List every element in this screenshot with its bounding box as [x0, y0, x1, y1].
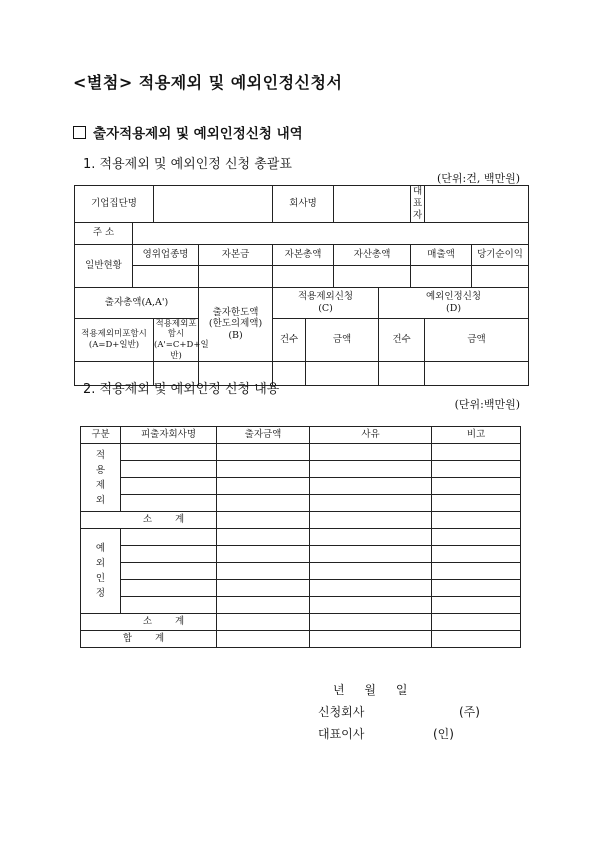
equity-value[interactable]	[273, 265, 334, 287]
part2-unit: (단위:백만원)	[454, 398, 520, 411]
exception-row-3-reason[interactable]	[310, 563, 432, 580]
exception-code: (D)	[446, 302, 462, 314]
date-line: 년 월 일	[333, 683, 408, 697]
exception-row-4-remarks[interactable]	[432, 580, 521, 597]
exception-subtotal-remarks[interactable]	[432, 614, 521, 631]
exclusion-amount-label: 금액	[306, 318, 379, 362]
exception-row-3-investee[interactable]	[121, 563, 217, 580]
exclusion-row-3-reason[interactable]	[310, 478, 432, 495]
header-remarks: 비고	[432, 427, 521, 444]
exception-subtotal-amount[interactable]	[217, 614, 310, 631]
exception-row-3-remarks[interactable]	[432, 563, 521, 580]
exclusion-row-4-reason[interactable]	[310, 495, 432, 512]
exclusion-subtotal-label: 소 계	[81, 512, 217, 529]
exclusion-row-1-amount[interactable]	[217, 444, 310, 461]
group-exception-char: 정	[95, 588, 106, 599]
general-col-industry: 영위업종명	[133, 244, 199, 265]
section-title-text: 출자적용제외 및 예외인정신청 내역	[93, 126, 303, 142]
exclusion-subtotal-amount[interactable]	[217, 512, 310, 529]
ceo-value[interactable]	[425, 186, 529, 223]
exclusion-header	[273, 287, 379, 318]
exclusion-row-2-reason[interactable]	[310, 461, 432, 478]
limit-header	[199, 287, 273, 362]
exception-row-3-amount[interactable]	[217, 563, 310, 580]
group-exclusion-char: 제	[95, 479, 106, 491]
general-col-assets: 자산총액	[334, 244, 411, 265]
group-exclusion-label	[81, 444, 121, 512]
part1-unit: (단위:건, 백만원)	[436, 172, 520, 185]
general-col-sales: 매출액	[411, 244, 472, 265]
exception-count-value[interactable]	[379, 362, 425, 386]
limit-sub-label: (한도의제액)	[208, 318, 263, 330]
investment-total-label: 출자총액(A,A')	[75, 287, 199, 318]
exception-count-label: 건수	[379, 318, 425, 362]
group-exception-label	[81, 529, 121, 614]
exclusion-subtotal-reason[interactable]	[310, 512, 432, 529]
exception-row-5-reason[interactable]	[310, 597, 432, 614]
exclusion-count-label: 건수	[273, 318, 306, 362]
exclusion-code: (C)	[318, 302, 333, 314]
exception-header	[379, 287, 529, 318]
exception-row-4-investee[interactable]	[121, 580, 217, 597]
checkbox-square-icon	[73, 126, 86, 139]
general-col-capital: 자본금	[199, 244, 273, 265]
exception-row-2-reason[interactable]	[310, 546, 432, 563]
exclusion-row-1-reason[interactable]	[310, 444, 432, 461]
detail-table	[80, 426, 521, 648]
group-name-label: 기업집단명	[75, 186, 154, 223]
address-value[interactable]	[133, 222, 529, 244]
exclusion-row-3-amount[interactable]	[217, 478, 310, 495]
exception-row-1-remarks[interactable]	[432, 529, 521, 546]
exclusion-row-2-remarks[interactable]	[432, 461, 521, 478]
exclusion-amount-value[interactable]	[306, 362, 379, 386]
exception-subtotal-label: 소 계	[81, 614, 217, 631]
exclusion-row-4-remarks[interactable]	[432, 495, 521, 512]
exception-subtotal-reason[interactable]	[310, 614, 432, 631]
exclusion-row-4-investee[interactable]	[121, 495, 217, 512]
exception-row-2-investee[interactable]	[121, 546, 217, 563]
part2-heading: 2. 적용제외 및 예외인정 신청 내용	[83, 382, 280, 397]
exclusion-row-3-investee[interactable]	[121, 478, 217, 495]
representative-label: 대표이사	[318, 727, 365, 741]
company-name-label: 회사명	[273, 186, 334, 223]
exception-row-1-amount[interactable]	[217, 529, 310, 546]
exception-row-1-reason[interactable]	[310, 529, 432, 546]
address-label: 주 소	[75, 222, 133, 244]
exception-row-4-reason[interactable]	[310, 580, 432, 597]
net-income-value[interactable]	[472, 265, 529, 287]
exception-row-5-investee[interactable]	[121, 597, 217, 614]
seal-mark: (인)	[433, 727, 454, 741]
group-exclusion-char: 적	[95, 449, 106, 461]
exclusion-row-1-investee[interactable]	[121, 444, 217, 461]
company-name-value[interactable]	[334, 186, 411, 223]
exception-row-5-amount[interactable]	[217, 597, 310, 614]
header-category: 구분	[81, 427, 121, 444]
group-exclusion-char: 용	[95, 464, 106, 476]
exception-label: 예외인정신청	[426, 290, 482, 302]
group-exception-char: 인	[95, 573, 106, 584]
group-name-value[interactable]	[154, 186, 273, 223]
exclusion-row-1-remarks[interactable]	[432, 444, 521, 461]
group-exception-char: 예	[95, 543, 106, 554]
exception-amount-label: 금액	[425, 318, 529, 362]
group-exception-char: 외	[95, 558, 106, 569]
exclusion-subtotal-remarks[interactable]	[432, 512, 521, 529]
exclusion-label: 적용제외신청	[298, 290, 354, 302]
part1-heading: 1. 적용제외 및 예외인정 신청 총괄표	[83, 157, 292, 172]
summary-table	[74, 185, 529, 386]
corp-mark: (주)	[459, 705, 480, 719]
exception-amount-value[interactable]	[425, 362, 529, 386]
exclusion-row-4-amount[interactable]	[217, 495, 310, 512]
ceo-label: 대표자	[411, 186, 425, 223]
exception-row-4-amount[interactable]	[217, 580, 310, 597]
exclusion-row-3-remarks[interactable]	[432, 478, 521, 495]
exception-row-5-remarks[interactable]	[432, 597, 521, 614]
header-reason: 사유	[310, 427, 432, 444]
industry-value[interactable]	[133, 265, 199, 287]
grand-total-amount[interactable]	[217, 631, 310, 648]
exception-row-2-remarks[interactable]	[432, 546, 521, 563]
sales-value[interactable]	[411, 265, 472, 287]
investment-excl-label: 적용제외미포함시(A=D+일반)	[75, 318, 154, 362]
limit-code: (B)	[228, 330, 243, 342]
capital-value[interactable]	[199, 265, 273, 287]
general-status-label: 일반현황	[75, 244, 133, 287]
group-exclusion-char: 외	[95, 494, 106, 506]
exception-row-2-amount[interactable]	[217, 546, 310, 563]
general-col-equity: 자본총액	[273, 244, 334, 265]
header-amount: 출자금액	[217, 427, 310, 444]
exclusion-row-2-investee[interactable]	[121, 461, 217, 478]
document-title: <별첨> 적용제외 및 예외인정신청서	[73, 73, 343, 92]
investment-incl-label: 적용제외포함시(A'=C+D+일반)	[154, 318, 209, 361]
general-col-net-income: 당기순이익	[472, 244, 529, 265]
grand-total-remarks[interactable]	[432, 631, 521, 648]
exception-row-1-investee[interactable]	[121, 529, 217, 546]
exclusion-row-2-amount[interactable]	[217, 461, 310, 478]
assets-value[interactable]	[334, 265, 411, 287]
grand-total-reason[interactable]	[310, 631, 432, 648]
limit-label: 출자한도액	[212, 306, 259, 318]
grand-total-label: 합 계	[81, 631, 217, 648]
header-investee: 피출자회사명	[121, 427, 217, 444]
section-title	[73, 122, 303, 142]
applicant-label: 신청회사	[318, 705, 365, 719]
